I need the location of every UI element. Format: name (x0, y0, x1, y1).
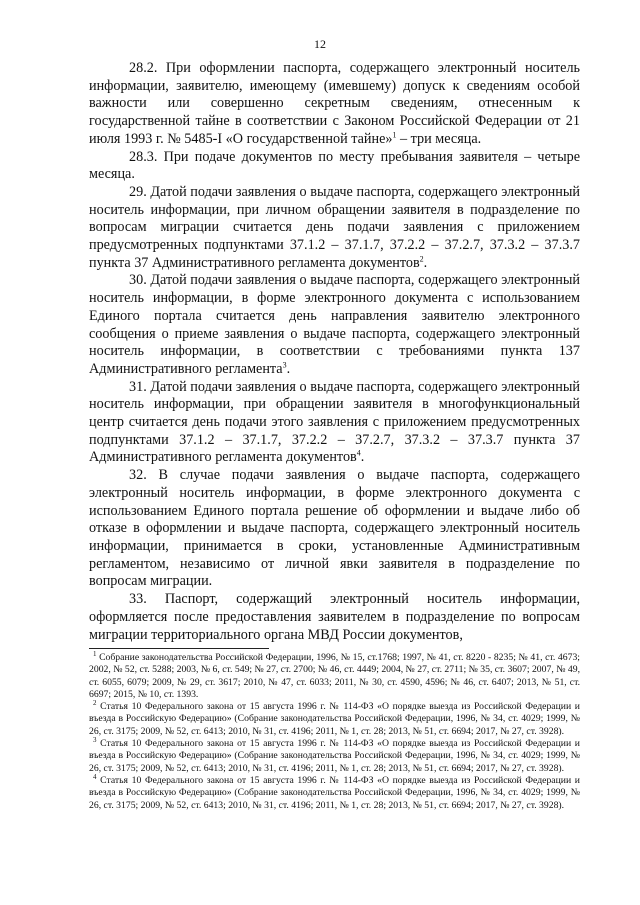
paragraph-28-2: 28.2. При оформлении паспорта, содержащего электронный носитель информации, заявителю, имеющему (имевшему) допуск к сведениям особой важности или совершенно секретным сведениям, отнесенным к государственной тайне в соответствии с Законом Российской Федерации от 21 июля 1993 г. № 5485-I «О государственной тайне»$^1$ – три месяца. (89, 60, 580, 147)
footnote-ref: 2 (419, 254, 424, 263)
footnote-ref: 1 (392, 130, 397, 140)
footnotes (89, 649, 580, 812)
footnote-3: $^3$ Статья 10 Федерального закона от 15 августа 1996 г. № 114-ФЗ «О порядке выезда из Российской Федерации и въезда в Российскую Федерацию» (Собрание законодательства Российской Федерации, 1996, № 34, ст. 4029; 1999, № 26, ст. 3175; 2009, № 52, ст. 6413; 2010, № 31, ст. 4196; 2011, № 1, ст. 28; 2013, № 51, ст. 6694; 2017, № 27, ст. 3928). (89, 735, 580, 774)
footnote-4: $^4$ Статья 10 Федерального закона от 15 августа 1996 г. № 114-ФЗ «О порядке выезда из Российской Федерации и въезда в Российскую Федерацию» (Собрание законодательства Российской Федерации, 1996, № 34, ст. 4029; 1999, № 26, ст. 3175; 2009, № 52, ст. 6413; 2010, № 31, ст. 4196; 2011, № 1, ст. 28; 2013, № 51, ст. 6694; 2017, № 27, ст. 3928). (89, 772, 580, 811)
body-text (89, 60, 580, 644)
paragraph-31: 31. Датой подачи заявления о выдаче паспорта, содержащего электронный носитель информации, при обращении заявителя в многофункциональный центр считается день подачи этого заявления с приложением предусмотренных подпунктами 37.1.2 – 37.1.7, 37.2.2 – 37.2.7, 37.3.2 – 37.3.7 пункта 37 Административного регламента документов$^4$. (89, 378, 580, 466)
footnote-2: $^2$ Статья 10 Федерального закона от 15 августа 1996 г. № 114-ФЗ «О порядке выезда из Российской Федерации и въезда в Российскую Федерацию» (Собрание законодательства Российской Федерации, 1996, № 34, ст. 4029; 1999, № 26, ст. 3175; 2009, № 52, ст. 6413; 2010, № 31, ст. 4196; 2011, № 1, ст. 28; 2013, № 51, ст. 6694; 2017, № 27, ст. 3928). (89, 698, 580, 737)
page-number: 12 (314, 37, 326, 51)
paragraph-33: 33. Паспорт, содержащий электронный носитель информации, оформляется после предоставления заявителем в подразделение по вопросам миграции территориального органа МВД России документов, (89, 591, 580, 643)
footnote-ref: 3 (282, 360, 287, 370)
footnote-divider (89, 648, 269, 649)
paragraph-28-3: 28.3. При подаче документов по месту пребывания заявителя – четыре месяца. (89, 148, 580, 183)
paragraph-30: 30. Датой подачи заявления о выдаче паспорта, содержащего электронный носитель информации, в форме электронного документа с использованием Единого портала считается день направления заявителю электронного сообщения о приеме заявления о выдаче паспорта, содержащего электронный носитель информации, в соответствии с требованиями пункта 137 Административного регламента$^3$. (89, 272, 580, 377)
paragraph-32: 32. В случае подачи заявления о выдаче паспорта, содержащего электронный носитель информации, в форме электронного документа с использованием Единого портала решение об оформлении и выдаче либо об отказе в оформлении и выдаче паспорта, содержащего электронный носитель информации, принимается в сроки, установленные Административным регламентом, независимо от личной явки заявителя в подразделение по вопросам миграции. (89, 467, 580, 590)
footnote-1: $^1$ Собрание законодательства Российской Федерации, 1996, № 15, ст.1768; 1997, № 41, ст. 8220 - 8235; № 41, ст. 4673; 2002, № 52, ст. 5288; 2003, № 6, ст. 549; № 27, ст. 2700; № 46, ст. 4449; 2004, № 27, ст. 2711; № 35, ст. 3607; 2007, № 49, ст. 6055, 6079; 2009, № 29, ст. 3617; 2010, № 47, ст. 6033; 2011, № 30, ст. 4590, 4596; № 46, ст. 6407; 2013, № 51, ст. 6697; 2015, № 10, ст. 1393. (89, 649, 580, 700)
paragraph-29: 29. Датой подачи заявления о выдаче паспорта, содержащего электронный носитель информации, при личном обращении заявителя в подразделение по вопросам миграции считается день подачи заявления с приложением предусмотренных подпунктами 37.1.2 – 37.1.7, 37.2.2 – 37.2.7, 37.3.2 – 37.3.7 пункта 37 Административного регламента документов$^2$. (89, 183, 580, 271)
footnote-ref: 4 (356, 448, 361, 458)
